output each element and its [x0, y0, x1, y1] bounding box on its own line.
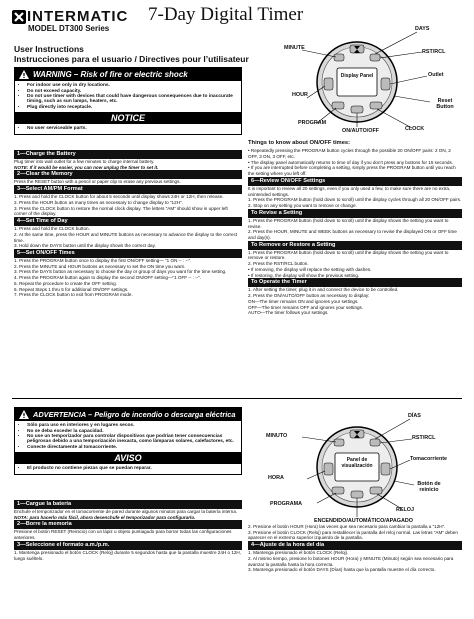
section-header: 1—Cargue la batería [14, 500, 242, 509]
label-program-es: PROGRAMA [270, 501, 303, 507]
logo-x-icon [12, 10, 26, 24]
page-title: 7-Day Digital Timer [148, 4, 304, 25]
section-step: 1. Press and hold the CLOCK button for about 5 seconds until display shows 24H or 12H, then release. [14, 194, 224, 200]
english-right-blocks [248, 177, 462, 316]
section-header: To Remove or Restore a Setting [248, 241, 462, 250]
section-step: 1. Mantenga presionado el botón CLOCK (Reloj) durante 5 segundos hasta que la pantalla muestre 24H o 12H, luego suéltelo. [14, 549, 242, 561]
section-step: 2. Presione el botón HOUR (Hora) las veces que sea necesario para cambiar la pantalla a “12H”. [248, 524, 446, 529]
section-header: 2—Clear the Memory [14, 170, 242, 179]
label-rst-en: RST/RCL [422, 49, 446, 55]
section-step: 3. Hold down the DAYS button until the display shows the correct day. [14, 243, 156, 249]
section-step: 2. Press the HOUR button as many times as necessary to change display to “12H”. [14, 199, 183, 205]
section-step: 1. Press and hold the CLOCK button. [14, 226, 90, 232]
label-hour-es: HORA [268, 475, 284, 481]
section-step: 2. Stop on any setting you want to remove or change. [248, 203, 357, 209]
notice-item: • El producto no contiene piezas que se puedan reparar. [27, 466, 237, 471]
logo-mark [12, 10, 26, 24]
section-step: ON—The timer remains ON and ignores your settings. [248, 298, 359, 304]
warning-item: • No use un temporizador para controlar dispositivos que podrían tener consecuencias peligrosas debido a una temporización inexacta, como lámparas solares, calefactores, etc. [27, 434, 237, 444]
label-rst-es: RST/RCL [412, 435, 436, 441]
label-onoff-es: ENCENDIDO/AUTOMÁTICO/APAGADO [314, 518, 413, 524]
brand-name: INTERMATIC [27, 8, 129, 25]
label-hour-en: HOUR [292, 92, 308, 98]
section-header: To Operate the Timer [248, 278, 462, 287]
section-note: NOTE: If it would be easier, you can now unplug the timer to set it. [14, 164, 159, 170]
warning-title-en: WARNING – Risk of fire or electric shock [15, 68, 241, 81]
section-header: To Revise a Setting [248, 209, 462, 218]
section-step: 3. Press the DAYS button as necessary to choose the day or group of days you want for the time setting. [14, 269, 227, 275]
section-step: 1. Mantenga presionado el botón CLOCK (Reloj). [248, 550, 349, 556]
section-step: 1. Press the PROGRAM button (hold down to scroll) until the display cycles through all 20 ON/OFF pairs. [248, 197, 462, 203]
section-step: OFF—The timer remains OFF and ignores your settings. [248, 304, 364, 310]
notice-item: • No user serviceable parts. [27, 126, 237, 131]
section-step: 5. Repeat the procedure to create the OFF setting. [14, 280, 117, 286]
label-outlet-en: Outlet [428, 72, 444, 78]
english-left-column [14, 150, 242, 376]
section-step: 2. Al mismo tiempo, presione lo botones HOUR (Hora) y MINUTE (Minuto) según sea necesario para avanzar la pantalla hasta la hora correcta. [248, 555, 454, 567]
model-number: MODEL DT300 Series [28, 24, 110, 33]
warning-box-en [14, 67, 242, 135]
section-text: Presione el botón RESET (Reinicio) con un lápiz u objeto puntiagudo para borrar todas las configuraciones anteriores. [14, 529, 232, 541]
instructions-multilang: Instrucciones para el usuario / Directives pour l’utilisateur [14, 54, 249, 64]
label-onoff-en: ON/AUTO/OFF [342, 128, 380, 134]
label-minute-es: MINUTO [266, 433, 288, 439]
notice-list-es [15, 464, 241, 474]
warning-item: • Plug directly into receptacle. [27, 105, 237, 110]
label-days-en: DAYS [415, 26, 430, 32]
section-step: 6. Repeat Steps 1 thru 5 for additional ON/OFF settings. [14, 286, 129, 292]
section-header: 4—Set Time of Day [14, 217, 242, 226]
brand-logo [12, 8, 128, 25]
instructions-heading: User Instructions [14, 44, 84, 54]
section-header: 6—Review ON/OFF Settings [248, 177, 462, 186]
section-step: 1. After setting the timer, plug it in and connect the device to be controlled. [248, 287, 399, 293]
timer-diagram-es [262, 405, 462, 525]
english-right-column [248, 140, 462, 396]
label-days-es: DÍAS [408, 413, 421, 419]
section-step: AUTO—The timer follows your settings. [248, 310, 329, 316]
section-text: Press the RESET button with a pencil or paper clip to erase any previous settings. [14, 179, 181, 185]
label-display-en: Display Panel [340, 73, 374, 79]
section-header: 2—Borre la memoria [14, 520, 242, 529]
notice-list-en [15, 124, 241, 134]
spanish-right-column [248, 524, 462, 616]
things-title: Things to know about ON/OFF times: [248, 140, 351, 146]
section-header: 1—Charge the Battery [14, 150, 242, 159]
section-step: 3. Presione el botón CLOCK (Reloj) para restablecer la pantalla del reloj normal. Las letras “AM” deben aparecer en el extremo superior izquierdo de la pantalla. [248, 529, 458, 541]
notice-title-en: NOTICE [15, 112, 241, 124]
section-step: 2. Press the MINUTE and HOUR buttons as necessary to set the ON time you want. [14, 263, 186, 269]
section-step: 2. At the same time, press the HOUR and MINUTE buttons as necessary to advance the display to the correct time. [14, 231, 238, 243]
warning-list-es [15, 421, 241, 452]
section-step: 2. Press the RST/RCL button. [248, 261, 309, 267]
warning-item: • Do not exceed capacity. [27, 89, 237, 94]
timer-illustration-en [262, 20, 462, 140]
timer-diagram-en [262, 20, 462, 140]
section-header: 3—Seleccione el formato a.m./p.m. [14, 541, 242, 550]
section-text: Enchufe el temporizador en el tomacorriente de pared durante algunos minutos para cargar la batería interna. [14, 508, 238, 514]
label-reset-es: Botón de reinicio [417, 481, 441, 493]
section-header: 3—Select AM/PM Format [14, 185, 242, 194]
section-text: Plug timer into wall outlet for a few minutes to charge internal battery. [14, 158, 155, 164]
spanish-left-column [14, 500, 242, 616]
warning-box-es [14, 407, 242, 475]
warning-list-en [15, 81, 241, 112]
section-step: 1. Press the PROGRAM button once to display the first ON/OFF setting— “1 ON -- : --”. [14, 258, 192, 263]
section-note: NOTA: para hacerlo más fácil, ahora desenchufe el temporizador para configurarlo. [14, 514, 196, 520]
warning-item: • Sólo para uso en interiores y en lugares secos. [27, 423, 237, 428]
language-divider [12, 398, 462, 399]
section-step: 1. Press the PROGRAM button (hold down to scroll) until the display shows the setting you want to revise. [248, 217, 449, 229]
section-step: • If restoring, the display will show the previous setting. [248, 272, 360, 278]
warning-triangle-icon [19, 70, 29, 79]
label-display-es: Panel de visualización [341, 457, 373, 469]
label-reset-en: Reset Button [436, 98, 454, 110]
warning-item: • Conecte directamente al tomacorriente. [27, 445, 237, 450]
warning-item: • Do not use timer with devices that could have dangerous consequences due to inaccurate timing, such as sun lamps, heaters, etc. [27, 94, 237, 104]
label-program-en: PROGRAM [298, 120, 327, 126]
warning-title-es: ADVERTENCIA – Peligro de incendio o descarga eléctrica [15, 408, 241, 421]
label-clock-es: RELOJ [396, 507, 414, 513]
section-step: 2. Press the ON/AUTO/OFF button as necessary to display: [248, 293, 370, 299]
label-minute-en: MINUTE [284, 45, 305, 51]
label-clock-en: CLOCK [405, 126, 425, 132]
warning-item: • No se deba exceder la capacidad. [27, 429, 237, 434]
section-step: 3. Press the CLOCK button to restore the normal clock display. The letters “AM” should show in upper left corner of the display. [14, 205, 228, 217]
things-list [248, 148, 462, 177]
warning-item: • For indoor use only in dry locations. [27, 83, 237, 88]
section-step: 4. Press the PROGRAM button again to display the second ON/OFF setting—“1 OFF -- : --”. [14, 275, 202, 281]
section-header: 4—Ajuste de la hora del día [248, 541, 462, 550]
things-item: • The display panel automatically returns to time of day if you don’t press any buttons for 15 seconds. [248, 159, 454, 165]
warning-triangle-icon [19, 410, 29, 419]
notice-title-es: AVISO [15, 452, 241, 464]
section-step: 7. Press the CLOCK button to exit from PROGRAM mode. [14, 292, 133, 298]
things-item: • Repeatedly pressing the PROGRAM button cycles through the possible 20 ON/OFF pairs: 2 ON, 2 OFF, 3 ON, 3 OFF, etc. [248, 148, 451, 159]
section-step: 3. Mantenga presionado el botón DAYS (Días) hasta que la pantalla muestre el día correcto. [248, 567, 436, 573]
section-header: 5—Set ON/OFF Times [14, 249, 242, 258]
section-step: 2. Press the HOUR, MINUTE and WEEK buttons as necessary to revise the displayed ON or OFF time and day(s). [248, 229, 457, 241]
section-step: 1. Press the PROGRAM button (hold down to scroll) until the display shows the setting you want to remove or restore. [248, 249, 449, 261]
things-item: • If you are interrupted before completing a setting, simply press the PROGRAM button until you reach the setting where you left off. [248, 165, 456, 177]
label-outlet-es: Tomacorriente [410, 456, 448, 462]
section-step: • If removing, the display will replace the setting with dashes. [248, 266, 372, 272]
section-text: It is important to review all 20 settings, even if you only used a few, to make sure there are no extra, unintended settings. [248, 185, 451, 197]
